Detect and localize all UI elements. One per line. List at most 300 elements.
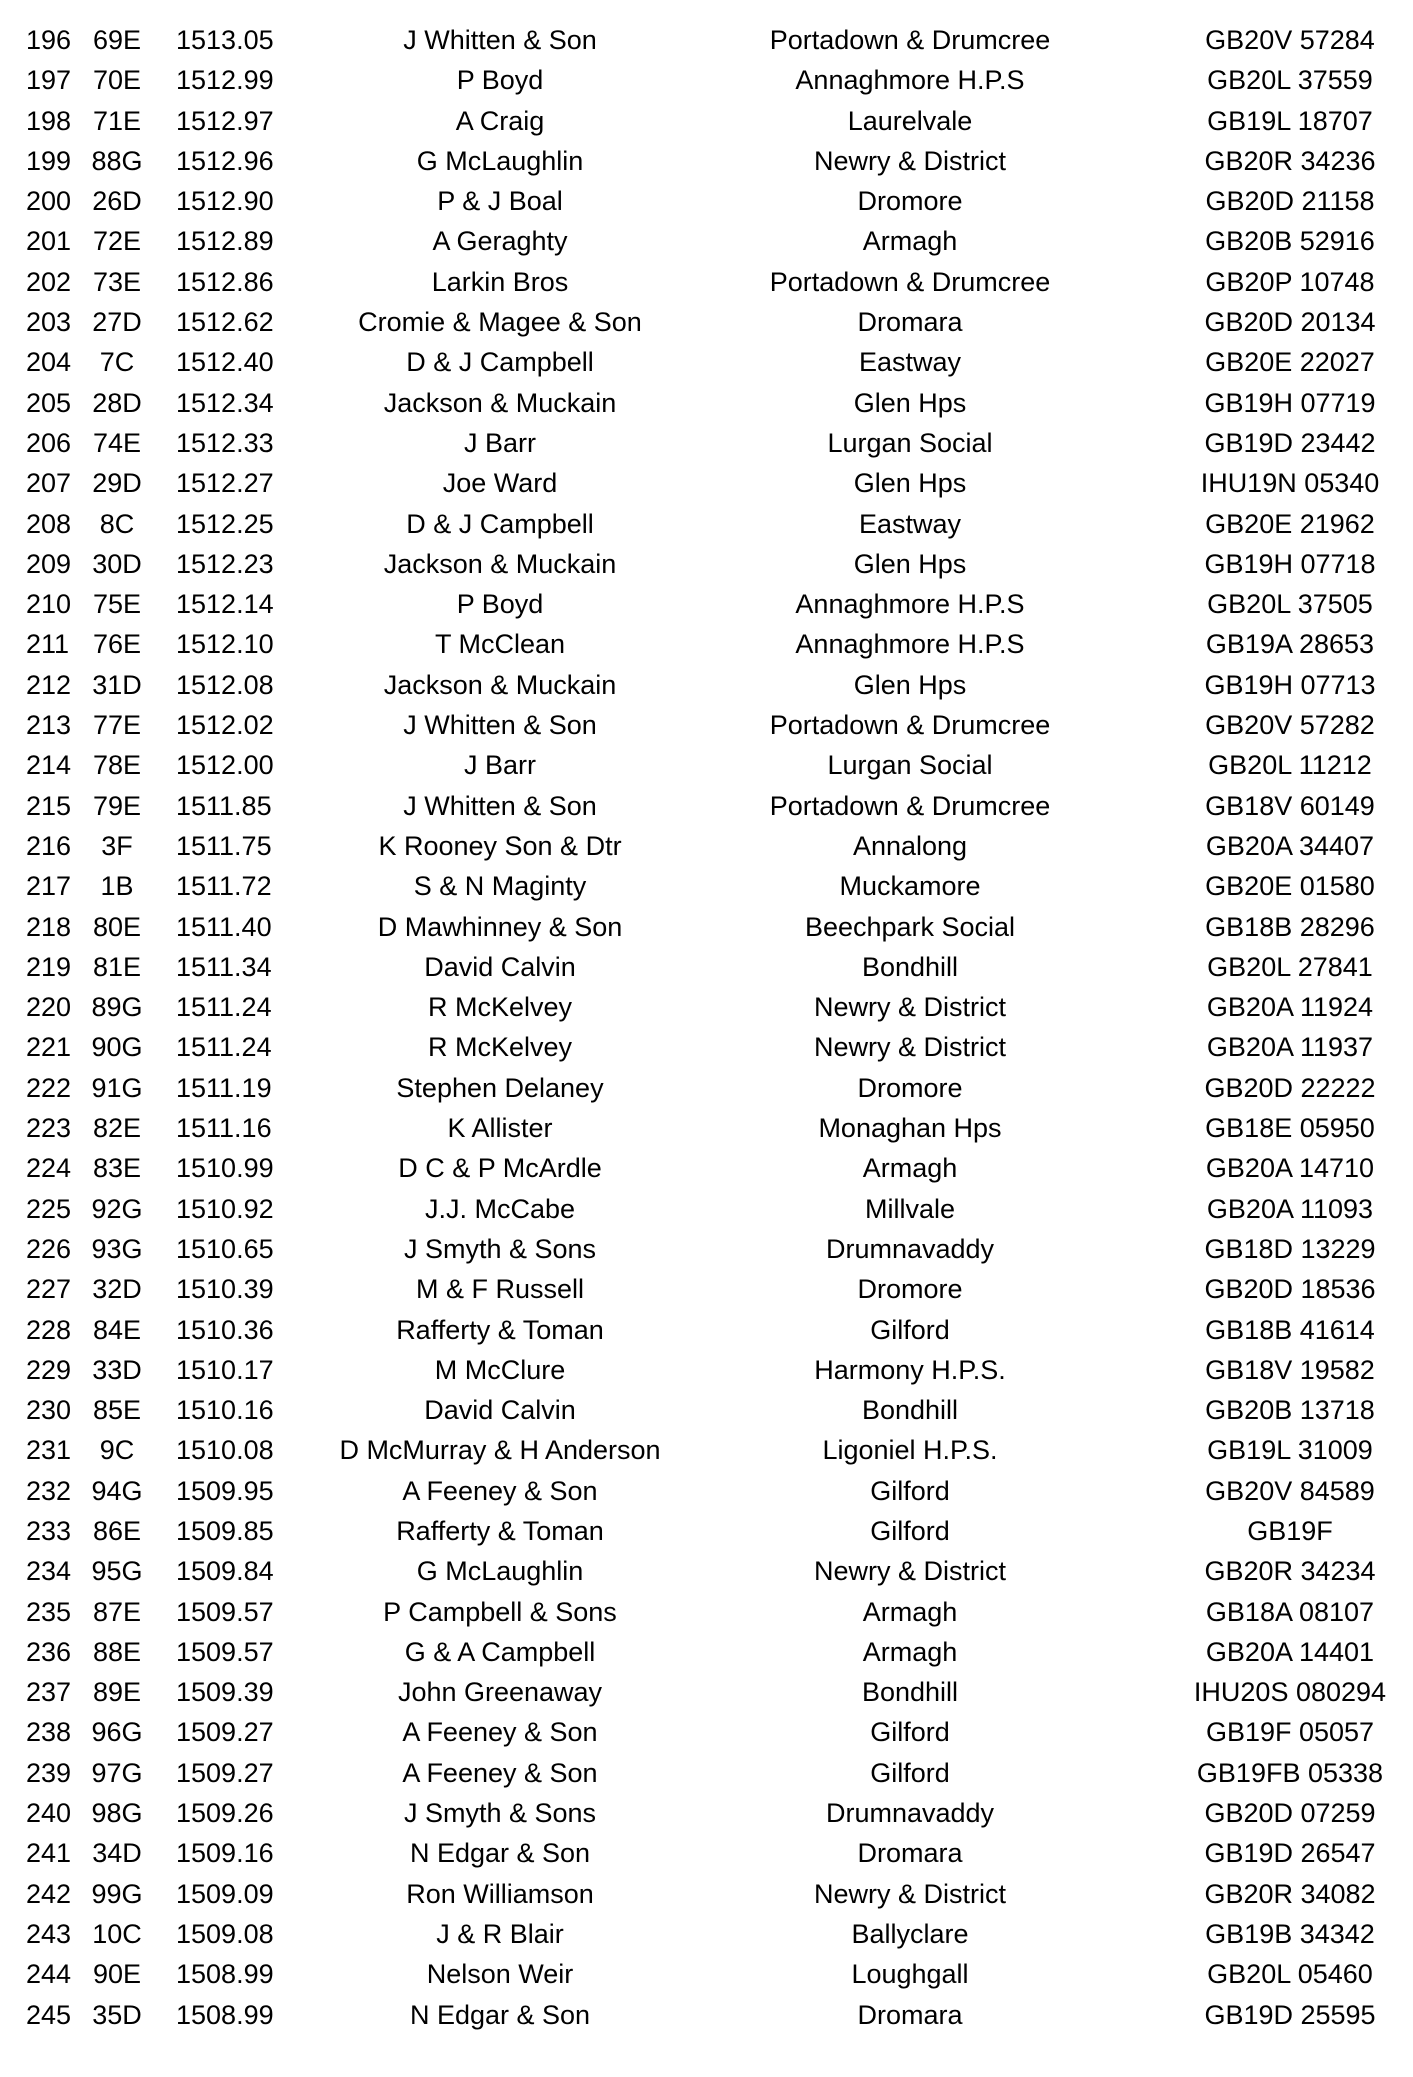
table-row [0, 947, 1413, 987]
ring-number-cell: GB20L 37505 [1207, 589, 1373, 620]
fancier-name-cell: D & J Campbell [406, 508, 594, 539]
code-cell: 78E [92, 750, 142, 781]
ring-number-cell: GB20E 22027 [1205, 347, 1375, 378]
fancier-name-cell: D & J Campbell [406, 347, 594, 378]
fancier-name-cell: Nelson Weir [426, 1959, 574, 1990]
ring-number-cell: GB19B 34342 [1205, 1918, 1375, 1949]
ring-number-cell: GB20R 34234 [1204, 1556, 1376, 1587]
fancier-name-cell: John Greenaway [397, 1677, 603, 1708]
ring-number-cell: GB20R 34082 [1204, 1878, 1376, 1909]
ring-number-cell: IHU19N 05340 [1200, 468, 1380, 499]
position-cell: 205 [26, 387, 72, 418]
fancier-name-cell: J Smyth & Sons [403, 1798, 597, 1829]
position-cell: 206 [26, 427, 72, 458]
table-row [0, 624, 1413, 664]
ring-number-cell: GB18V 60149 [1205, 790, 1375, 821]
fancier-name-cell: P Campbell & Sons [383, 1596, 617, 1627]
table-row [0, 705, 1413, 745]
fancier-name-cell: David Calvin [424, 1395, 576, 1426]
fancier-name-cell: D C & P McArdle [398, 1153, 602, 1184]
ring-number-cell: GB20B 52916 [1205, 226, 1375, 257]
code-cell: 71E [92, 105, 142, 136]
velocity-cell: 1512.40 [176, 347, 274, 378]
velocity-cell: 1509.27 [176, 1717, 274, 1748]
club-cell: Newry & District [813, 1032, 1006, 1063]
table-row [0, 1229, 1413, 1269]
ring-number-cell: GB18E 05950 [1205, 1113, 1375, 1144]
table-row [0, 1108, 1413, 1148]
ring-number-cell: GB20E 21962 [1205, 508, 1375, 539]
club-cell: Millvale [864, 1193, 956, 1224]
velocity-cell: 1509.39 [176, 1677, 274, 1708]
position-cell: 224 [26, 1153, 72, 1184]
ring-number-cell: GB19H 07718 [1204, 548, 1376, 579]
table-row [0, 463, 1413, 503]
code-cell: 69E [92, 25, 142, 55]
club-cell: Gilford [870, 1314, 950, 1345]
fancier-name-cell: D Mawhinney & Son [377, 911, 623, 942]
fancier-name-cell: Jackson & Muckain [383, 548, 617, 579]
fancier-name-cell: J Whitten & Son [403, 790, 597, 821]
position-cell: 225 [26, 1193, 72, 1224]
club-cell: Newry & District [813, 1556, 1006, 1587]
position-cell: 235 [26, 1596, 72, 1627]
position-cell: 203 [26, 307, 72, 338]
velocity-cell: 1512.14 [176, 589, 274, 620]
fancier-name-cell: Ron Williamson [406, 1878, 594, 1909]
club-cell: Eastway [858, 347, 962, 378]
code-cell: 90G [91, 1032, 143, 1063]
velocity-cell: 1510.92 [176, 1193, 274, 1224]
velocity-cell: 1511.16 [176, 1113, 272, 1144]
position-cell: 228 [26, 1314, 72, 1345]
fancier-name-cell: Rafferty & Toman [396, 1314, 604, 1345]
position-cell: 226 [26, 1233, 72, 1264]
table-row [0, 1350, 1413, 1390]
velocity-cell: 1508.99 [176, 1999, 274, 2030]
table-row [0, 1914, 1413, 1954]
club-cell: Armagh [862, 1596, 958, 1627]
club-cell: Armagh [862, 1153, 958, 1184]
code-cell: 95G [91, 1556, 143, 1587]
code-cell: 92G [91, 1193, 143, 1224]
fancier-name-cell: David Calvin [424, 951, 576, 982]
club-cell: Annaghmore H.P.S [795, 589, 1025, 620]
club-cell: Dromara [857, 1999, 963, 2030]
position-cell: 244 [26, 1959, 72, 1990]
code-cell: 80E [92, 911, 142, 942]
ring-number-cell: GB19F 05057 [1205, 1717, 1375, 1748]
table-row [0, 1471, 1413, 1511]
fancier-name-cell: Cromie & Magee & Son [358, 307, 642, 338]
code-cell: 26D [92, 186, 142, 217]
code-cell: 27D [92, 307, 142, 338]
fancier-name-cell: J Barr [463, 750, 536, 781]
table-row [0, 1793, 1413, 1833]
velocity-cell: 1509.57 [176, 1636, 274, 1667]
table-row [0, 383, 1413, 423]
table-row [0, 342, 1413, 382]
fancier-name-cell: J Smyth & Sons [403, 1233, 597, 1264]
velocity-cell: 1509.84 [176, 1556, 274, 1587]
velocity-cell: 1512.62 [176, 307, 274, 338]
table-row [0, 1592, 1413, 1632]
position-cell: 217 [26, 871, 72, 902]
fancier-name-cell: K Allister [447, 1113, 553, 1144]
code-cell: 88E [92, 1636, 142, 1667]
code-cell: 85E [92, 1395, 142, 1426]
code-cell: 89G [91, 992, 143, 1023]
position-cell: 218 [26, 911, 72, 942]
ring-number-cell: GB20A 34407 [1205, 830, 1375, 861]
club-cell: Beechpark Social [804, 911, 1016, 942]
position-cell: 245 [26, 1999, 72, 2030]
ring-number-cell: GB20D 07259 [1204, 1798, 1376, 1829]
code-cell: 86E [92, 1515, 142, 1546]
fancier-name-cell: Larkin Bros [431, 266, 569, 297]
club-cell: Armagh [862, 226, 958, 257]
code-cell: 29D [92, 468, 142, 499]
position-cell: 213 [26, 710, 72, 741]
code-cell: 91G [91, 1072, 143, 1103]
club-cell: Bondhill [861, 1677, 959, 1708]
ring-number-cell: GB19A 28653 [1205, 629, 1375, 660]
code-cell: 96G [91, 1717, 143, 1748]
club-cell: Annaghmore H.P.S [795, 629, 1025, 660]
club-cell: Gilford [870, 1717, 950, 1748]
club-cell: Newry & District [813, 1878, 1006, 1909]
table-row [0, 1632, 1413, 1672]
table-row [0, 423, 1413, 463]
ring-number-cell: GB19D 26547 [1204, 1838, 1376, 1869]
fancier-name-cell: J & R Blair [436, 1918, 564, 1949]
position-cell: 227 [26, 1274, 72, 1305]
fancier-name-cell: T McClean [434, 629, 566, 660]
code-cell: 74E [92, 427, 142, 458]
code-cell: 9C [99, 1435, 135, 1466]
table-row [0, 1148, 1413, 1188]
fancier-name-cell: D McMurray & H Anderson [339, 1435, 661, 1466]
club-cell: Drumnavaddy [825, 1233, 995, 1264]
velocity-cell: 1509.57 [176, 1596, 274, 1627]
ring-number-cell: GB20V 57284 [1205, 25, 1375, 55]
code-cell: 94G [91, 1475, 143, 1506]
velocity-cell: 1512.34 [176, 387, 274, 418]
position-cell: 219 [26, 951, 72, 982]
club-cell: Ligoniel H.P.S. [822, 1435, 998, 1466]
fancier-name-cell: P Boyd [456, 589, 544, 620]
ring-number-cell: IHU20S 080294 [1193, 1677, 1387, 1708]
code-cell: 32D [92, 1274, 142, 1305]
fancier-name-cell: J Whitten & Son [403, 710, 597, 741]
ring-number-cell: GB20L 27841 [1207, 951, 1373, 982]
position-cell: 202 [26, 266, 72, 297]
club-cell: Dromore [857, 1072, 963, 1103]
table-row [0, 544, 1413, 584]
code-cell: 1B [100, 871, 134, 902]
table-row [0, 1833, 1413, 1873]
velocity-cell: 1512.89 [176, 226, 274, 257]
table-row [0, 60, 1413, 100]
table-row [0, 101, 1413, 141]
ring-number-cell: GB19H 07713 [1204, 669, 1376, 700]
fancier-name-cell: P Boyd [456, 65, 544, 96]
position-cell: 230 [26, 1395, 72, 1426]
code-cell: 83E [92, 1153, 142, 1184]
fancier-name-cell: N Edgar & Son [409, 1999, 591, 2030]
fancier-name-cell: Stephen Delaney [396, 1072, 604, 1103]
position-cell: 197 [26, 65, 72, 96]
position-cell: 242 [26, 1878, 72, 1909]
fancier-name-cell: P & J Boal [437, 186, 563, 217]
code-cell: 82E [92, 1113, 142, 1144]
velocity-cell: 1510.16 [176, 1395, 274, 1426]
table-row [0, 141, 1413, 181]
position-cell: 240 [26, 1798, 72, 1829]
club-cell: Annaghmore H.P.S [795, 65, 1025, 96]
ring-number-cell: GB20D 20134 [1204, 307, 1376, 338]
position-cell: 233 [26, 1515, 72, 1546]
results-table [0, 20, 1413, 2035]
velocity-cell: 1511.72 [176, 871, 272, 902]
table-row [0, 1310, 1413, 1350]
position-cell: 211 [26, 629, 70, 660]
velocity-cell: 1509.08 [176, 1918, 274, 1949]
club-cell: Lurgan Social [827, 427, 993, 458]
table-row [0, 866, 1413, 906]
position-cell: 238 [26, 1717, 72, 1748]
velocity-cell: 1513.05 [176, 25, 274, 55]
ring-number-cell: GB19H 07719 [1204, 387, 1376, 418]
position-cell: 234 [26, 1556, 72, 1587]
club-cell: Glen Hps [853, 548, 967, 579]
club-cell: Laurelvale [847, 105, 973, 136]
club-cell: Harmony H.P.S. [814, 1354, 1006, 1385]
ring-number-cell: GB20L 11212 [1208, 750, 1372, 781]
code-cell: 70E [92, 65, 142, 96]
club-cell: Drumnavaddy [825, 1798, 995, 1829]
club-cell: Glen Hps [853, 669, 967, 700]
ring-number-cell: GB20V 57282 [1205, 710, 1375, 741]
velocity-cell: 1509.95 [176, 1475, 274, 1506]
club-cell: Portadown & Drumcree [769, 710, 1051, 741]
club-cell: Glen Hps [853, 387, 967, 418]
code-cell: 99G [91, 1878, 143, 1909]
fancier-name-cell: J Barr [463, 427, 536, 458]
table-row [0, 262, 1413, 302]
club-cell: Ballyclare [851, 1918, 969, 1949]
code-cell: 35D [92, 1999, 142, 2030]
position-cell: 209 [26, 548, 72, 579]
velocity-cell: 1512.08 [176, 669, 274, 700]
velocity-cell: 1512.00 [176, 750, 274, 781]
code-cell: 84E [92, 1314, 142, 1345]
club-cell: Dromara [857, 1838, 963, 1869]
table-row [0, 1027, 1413, 1067]
code-cell: 90E [92, 1959, 142, 1990]
position-cell: 243 [26, 1918, 72, 1949]
table-row [0, 20, 1413, 60]
velocity-cell: 1510.17 [176, 1354, 274, 1385]
table-row [0, 584, 1413, 624]
fancier-name-cell: A Geraghty [432, 226, 568, 257]
velocity-cell: 1510.39 [176, 1274, 274, 1305]
code-cell: 10C [92, 1918, 142, 1949]
velocity-cell: 1512.99 [176, 65, 274, 96]
table-row [0, 745, 1413, 785]
velocity-cell: 1511.34 [176, 951, 272, 982]
code-cell: 33D [92, 1354, 142, 1385]
code-cell: 76E [92, 629, 142, 660]
code-cell: 8C [99, 508, 135, 539]
table-row [0, 221, 1413, 261]
position-cell: 232 [26, 1475, 72, 1506]
fancier-name-cell: Joe Ward [442, 468, 558, 499]
position-cell: 212 [26, 669, 72, 700]
ring-number-cell: GB18V 19582 [1205, 1354, 1375, 1385]
code-cell: 31D [92, 669, 142, 700]
velocity-cell: 1512.86 [176, 266, 274, 297]
club-cell: Gilford [870, 1515, 950, 1546]
velocity-cell: 1510.08 [176, 1435, 274, 1466]
table-row [0, 1068, 1413, 1108]
table-row [0, 1954, 1413, 1994]
ring-number-cell: GB20A 14401 [1205, 1636, 1375, 1667]
club-cell: Gilford [870, 1757, 950, 1788]
fancier-name-cell: A Feeney & Son [402, 1475, 598, 1506]
table-row [0, 1189, 1413, 1229]
ring-number-cell: GB19D 23442 [1204, 427, 1376, 458]
velocity-cell: 1511.19 [176, 1072, 272, 1103]
velocity-cell: 1509.85 [176, 1515, 274, 1546]
velocity-cell: 1511.85 [176, 790, 272, 821]
table-row [0, 987, 1413, 1027]
velocity-cell: 1512.27 [176, 468, 274, 499]
code-cell: 97G [91, 1757, 143, 1788]
fancier-name-cell: R McKelvey [427, 1032, 573, 1063]
club-cell: Glen Hps [853, 468, 967, 499]
velocity-cell: 1512.90 [176, 186, 274, 217]
position-cell: 196 [26, 25, 72, 55]
position-cell: 208 [26, 508, 72, 539]
position-cell: 229 [26, 1354, 72, 1385]
velocity-cell: 1508.99 [176, 1959, 274, 1990]
club-cell: Dromore [857, 1274, 963, 1305]
table-row [0, 504, 1413, 544]
velocity-cell: 1511.75 [176, 830, 272, 861]
position-cell: 210 [26, 589, 72, 620]
velocity-cell: 1510.99 [176, 1153, 274, 1184]
ring-number-cell: GB18D 13229 [1204, 1233, 1376, 1264]
position-cell: 237 [26, 1677, 72, 1708]
club-cell: Eastway [858, 508, 962, 539]
fancier-name-cell: J Whitten & Son [403, 25, 597, 55]
position-cell: 201 [26, 226, 72, 257]
ring-number-cell: GB19FB 05338 [1196, 1757, 1384, 1788]
fancier-name-cell: J.J. McCabe [424, 1193, 576, 1224]
table-row [0, 786, 1413, 826]
code-cell: 81E [92, 951, 142, 982]
position-cell: 215 [26, 790, 72, 821]
club-cell: Bondhill [861, 1395, 959, 1426]
ring-number-cell: GB19D 25595 [1204, 1999, 1376, 2030]
table-row [0, 826, 1413, 866]
position-cell: 214 [26, 750, 72, 781]
velocity-cell: 1509.26 [176, 1798, 274, 1829]
club-cell: Monaghan Hps [818, 1113, 1002, 1144]
club-cell: Lurgan Social [827, 750, 993, 781]
fancier-name-cell: Rafferty & Toman [396, 1515, 604, 1546]
ring-number-cell: GB20A 11924 [1206, 992, 1374, 1023]
velocity-cell: 1512.33 [176, 427, 274, 458]
table-row [0, 1511, 1413, 1551]
ring-number-cell: GB20D 18536 [1204, 1274, 1376, 1305]
ring-number-cell: GB19F [1247, 1515, 1333, 1546]
position-cell: 241 [26, 1838, 72, 1869]
code-cell: 72E [92, 226, 142, 257]
club-cell: Muckamore [839, 871, 981, 902]
position-cell: 198 [26, 105, 72, 136]
fancier-name-cell: G McLaughlin [416, 1556, 584, 1587]
ring-number-cell: GB18B 41614 [1205, 1314, 1375, 1345]
table-row [0, 1430, 1413, 1470]
velocity-cell: 1509.16 [176, 1838, 274, 1869]
fancier-name-cell: Jackson & Muckain [383, 387, 617, 418]
ring-number-cell: GB18B 28296 [1205, 911, 1375, 942]
table-row [0, 1672, 1413, 1712]
table-row [0, 1390, 1413, 1430]
ring-number-cell: GB20D 22222 [1204, 1072, 1376, 1103]
velocity-cell: 1511.40 [176, 911, 272, 942]
club-cell: Annalong [852, 830, 968, 861]
ring-number-cell: GB20B 13718 [1205, 1395, 1375, 1426]
code-cell: 93G [91, 1233, 143, 1264]
club-cell: Newry & District [813, 145, 1006, 176]
position-cell: 216 [26, 830, 72, 861]
velocity-cell: 1509.27 [176, 1757, 274, 1788]
velocity-cell: 1512.97 [176, 105, 274, 136]
fancier-name-cell: A Craig [455, 105, 545, 136]
code-cell: 87E [92, 1596, 142, 1627]
club-cell: Dromara [857, 307, 963, 338]
table-row [0, 1874, 1413, 1914]
ring-number-cell: GB20L 37559 [1207, 65, 1373, 96]
ring-number-cell: GB20A 11093 [1206, 1193, 1374, 1224]
position-cell: 220 [26, 992, 72, 1023]
table-row [0, 665, 1413, 705]
club-cell: Armagh [862, 1636, 958, 1667]
fancier-name-cell: A Feeney & Son [402, 1757, 598, 1788]
position-cell: 231 [26, 1435, 72, 1466]
ring-number-cell: GB20P 10748 [1205, 266, 1375, 297]
code-cell: 75E [92, 589, 142, 620]
fancier-name-cell: N Edgar & Son [409, 1838, 591, 1869]
club-cell: Gilford [870, 1475, 950, 1506]
table-row [0, 1551, 1413, 1591]
fancier-name-cell: S & N Maginty [413, 871, 587, 902]
fancier-name-cell: M McClure [434, 1354, 566, 1385]
position-cell: 200 [26, 186, 72, 217]
code-cell: 28D [92, 387, 142, 418]
table-row [0, 1995, 1413, 2035]
code-cell: 34D [92, 1838, 142, 1869]
club-cell: Portadown & Drumcree [769, 266, 1051, 297]
club-cell: Portadown & Drumcree [769, 790, 1051, 821]
velocity-cell: 1512.02 [176, 710, 274, 741]
velocity-cell: 1509.09 [176, 1878, 274, 1909]
code-cell: 7C [99, 347, 135, 378]
velocity-cell: 1512.23 [176, 548, 274, 579]
